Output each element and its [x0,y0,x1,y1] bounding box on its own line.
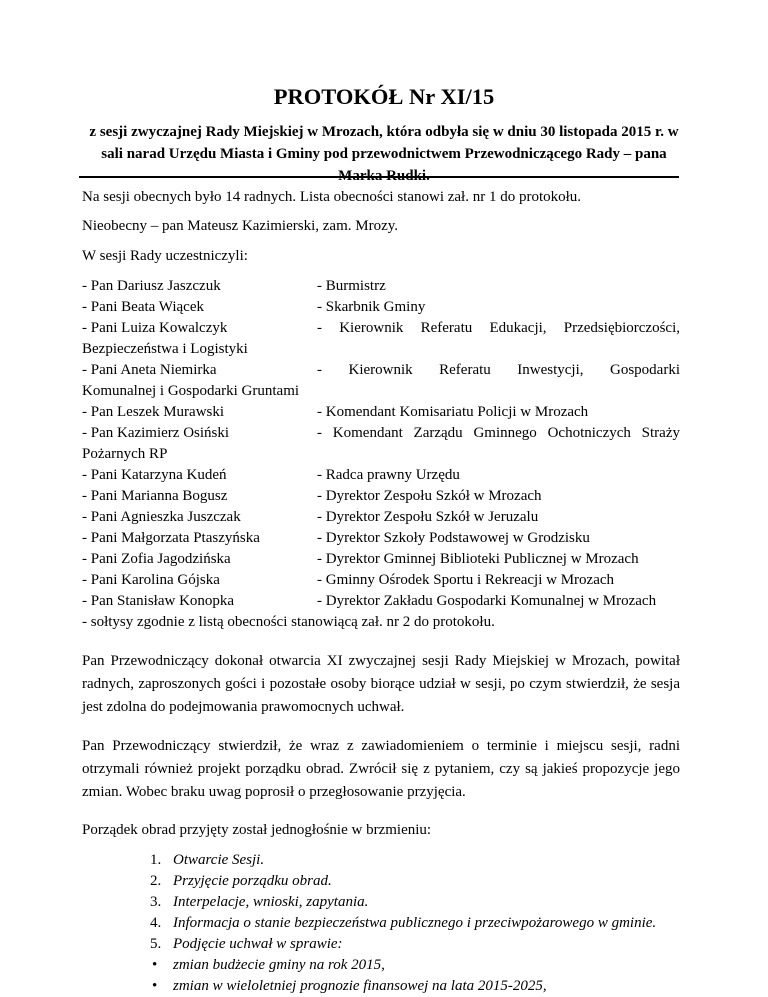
participant-name: - Pani Zofia Jagodzińska [82,551,231,567]
participant-row [82,570,680,591]
participant-role: - Komendant Komisariatu Policji w Mrozach [317,404,589,420]
participant-row [82,360,680,381]
participant-row [82,297,680,318]
participant-role: - Burmistrz [317,278,386,294]
participant-role-continuation: Pożarnych RP [82,446,168,462]
participant-role: - Dyrektor Szkoły Podstawowej w Grodzisku [317,530,590,546]
participant-role: - Kierownik Referatu Edukacji, Przedsiębiorczości, [317,320,680,336]
participant-role-continuation: Bezpieczeństwa i Logistyki [82,341,248,357]
participant-role: - Dyrektor Gminnej Biblioteki Publicznej w Mrozach [317,551,639,567]
agenda-text: Interpelacje, wnioski, zapytania. [173,894,369,910]
soltysi-line: - sołtysy zgodnie z listą obecności stanowiącą zał. nr 2 do protokołu. [82,614,495,630]
participant-role: - Dyrektor Zespołu Szkół w Mrozach [317,488,542,504]
absent-paragraph: Nieobecny – pan Mateusz Kazimierski, zam. Mrozy. [82,218,399,234]
participant-row [82,276,680,297]
agenda-text: Podjęcie uchwał w sprawie: [173,936,343,952]
agenda-number: 2. [150,873,162,889]
participant-row [82,318,680,339]
participant-role: - Gminny Ośrodek Sportu i Rekreacji w Mrozach [317,572,615,588]
agenda-number: 5. [150,936,162,952]
sub-item-text: zmian budżecie gminy na rok 2015, [173,957,385,973]
bullet-icon: • [152,978,158,994]
agenda-text: Przyjęcie porządku obrad. [173,873,332,889]
document-title: PROTOKÓŁ Nr XI/15 [273,84,495,109]
agenda-text: Otwarcie Sesji. [173,852,265,868]
participant-name: - Pan Dariusz Jaszczuk [82,278,221,294]
opening-paragraph: Pan Przewodniczący dokonał otwarcia XI zwyczajnej sesji Rady Miejskiej w Mrozach, powitał radnych, zaproszonych gości i pozostałe osoby biorące udział w sesji, po czym stwierdził, że sesja jest zdolna do podejmowania prawomocnych uchwał. [82,653,680,715]
bullet-icon: • [152,957,158,973]
participant-role-continuation: Komunalnej i Gospodarki Gruntami [82,383,300,399]
participant-row [82,591,680,612]
agenda-adopted-paragraph: Porządek obrad przyjęty został jednogłośnie w brzmieniu: [82,822,432,838]
participant-row [82,486,680,507]
participant-row [82,402,680,423]
title-rule [79,176,679,178]
participant-name: - Pani Agnieszka Juszczak [82,509,241,525]
participant-row [82,465,680,486]
participant-name: - Pan Kazimierz Osiński [82,425,230,441]
agenda-number: 3. [150,894,162,910]
participant-name: - Pan Stanisław Konopka [82,593,235,609]
participant-row [82,423,680,444]
participant-name: - Pani Marianna Bogusz [82,488,228,504]
agenda-draft-paragraph: Pan Przewodniczący stwierdził, że wraz z zawiadomieniem o terminie i miejscu sesji, radni otrzymali również projekt porządku obrad. Zwrócił się z pytaniem, czy są jakieś propozycje jego zmian. Wobec braku uwag poprosił o przegłosowanie przyjęcia. [82,738,680,800]
document-subtitle: z sesji zwyczajnej Rady Miejskiej w Mrozach, która odbyła się w dniu 30 listopada 2015 r. w sali narad Urzędu Miasta i Gminy pod przewodnictwem Przewodniczącego Rady – pana Marka Rudki. [89,124,679,184]
participant-row [82,549,680,570]
participants-heading: W sesji Rady uczestniczyli: [82,248,248,264]
participant-name: - Pani Beata Wiącek [82,299,204,315]
participant-name: - Pan Leszek Murawski [82,404,225,420]
agenda-number: 1. [150,852,162,868]
attendance-paragraph: Na sesji obecnych było 14 radnych. Lista obecności stanowi zał. nr 1 do protokołu. [82,189,582,205]
participant-role: - Radca prawny Urzędu [317,467,460,483]
agenda-text: Informacja o stanie bezpieczeństwa publicznego i przeciwpożarowego w gminie. [173,915,657,931]
participant-name: - Pani Luiza Kowalczyk [82,320,228,336]
participant-name: - Pani Katarzyna Kudeń [82,467,227,483]
participant-name: - Pani Karolina Gójska [82,572,220,588]
participant-row [82,507,680,528]
participant-name: - Pani Aneta Niemirka [82,362,217,378]
agenda-number: 4. [150,915,162,931]
participant-row [82,528,680,549]
sub-item-text: zmian w wieloletniej prognozie finansowej na lata 2015-2025, [173,978,547,994]
participant-role: - Dyrektor Zespołu Szkół w Jeruzalu [317,509,539,525]
participant-role: - Skarbnik Gminy [317,299,426,315]
participant-role: - Dyrektor Zakładu Gospodarki Komunalnej w Mrozach [317,593,657,609]
participant-name: - Pani Małgorzata Ptaszyńska [82,530,260,546]
participant-role: - Komendant Zarządu Gminnego Ochotniczych Straży [317,425,680,441]
participant-role: - Kierownik Referatu Inwestycji, Gospodarki [317,362,680,378]
